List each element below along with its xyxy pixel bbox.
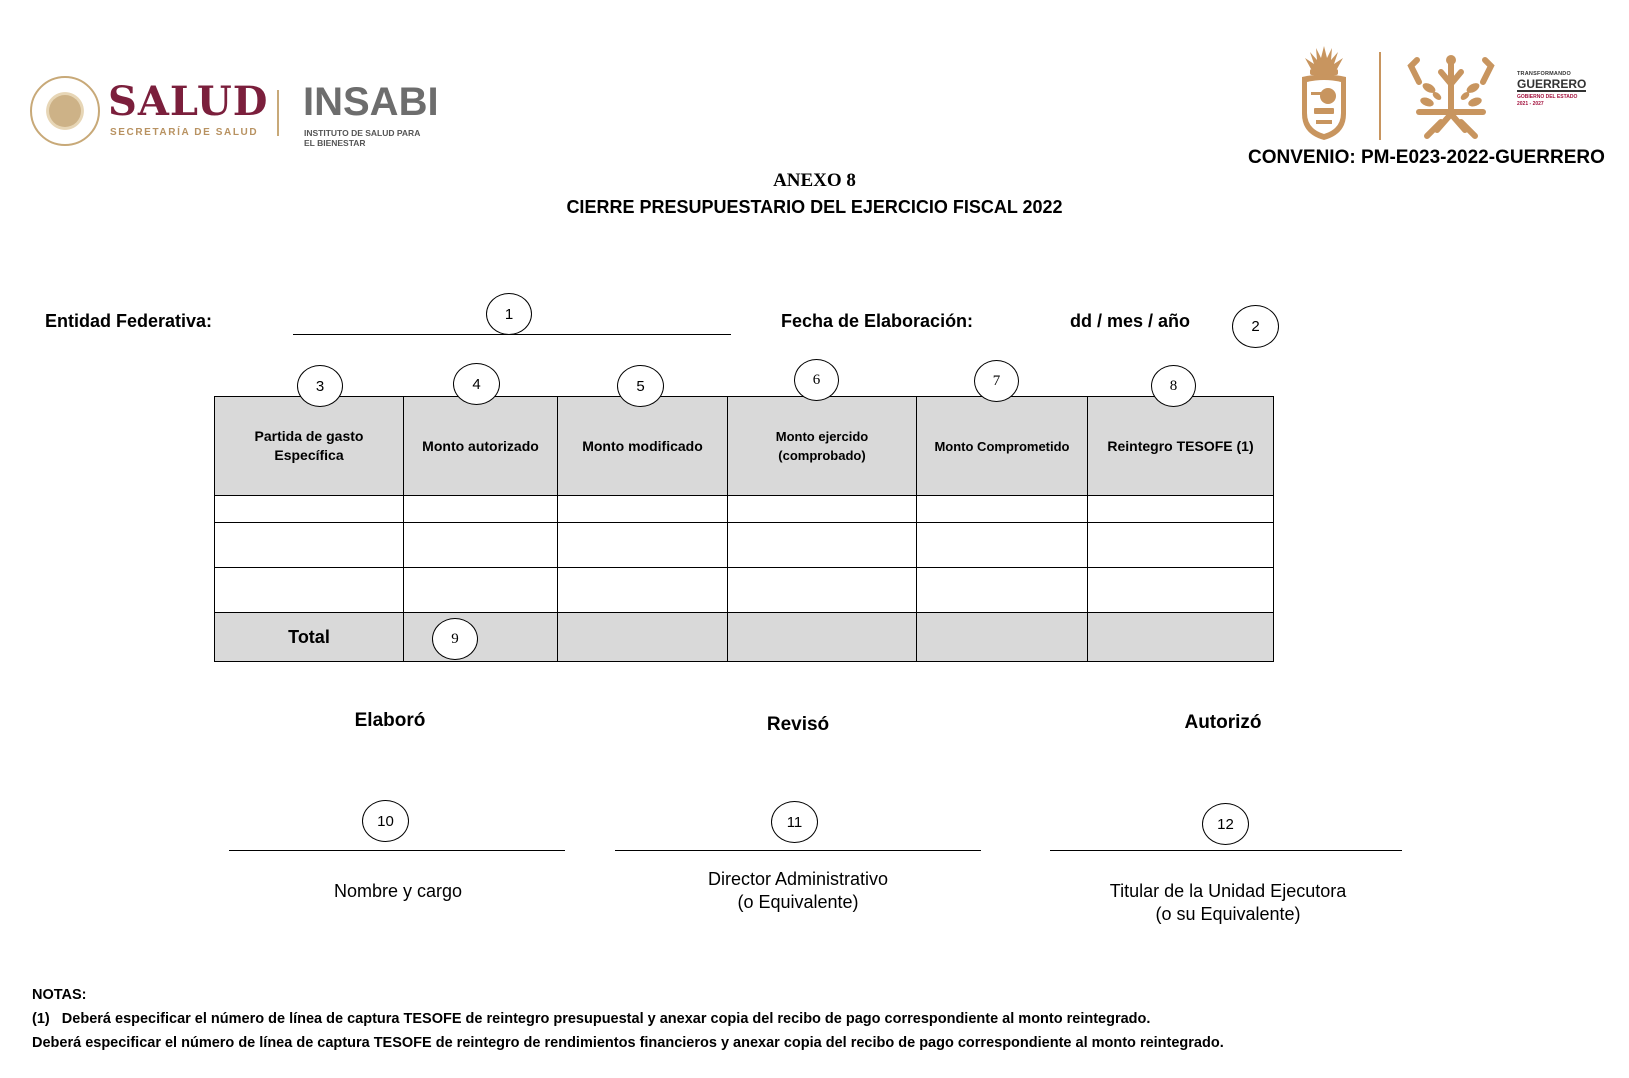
table-cell[interactable] — [917, 568, 1088, 613]
table-row — [215, 496, 1274, 523]
total-cell[interactable] — [917, 613, 1088, 662]
table-cell[interactable] — [404, 523, 558, 568]
guerrero-shield-icon — [1296, 44, 1352, 142]
budget-table — [214, 396, 1274, 662]
table-total-row — [215, 613, 1274, 662]
caption-line: Director Administrativo — [707, 869, 889, 889]
signature-line-autorizo[interactable] — [1050, 850, 1402, 851]
table-row — [215, 523, 1274, 568]
marker-8: 8 — [1151, 365, 1196, 407]
fecha-elaboracion-field[interactable]: dd / mes / año — [1070, 311, 1191, 331]
marker-9: 9 — [432, 618, 478, 660]
signature-caption-autorizo — [1078, 880, 1378, 926]
salud-logo-word: SALUD — [108, 78, 269, 125]
column-header-text: (comprobado) — [778, 448, 866, 463]
table-cell[interactable] — [728, 496, 917, 523]
table-cell[interactable] — [1088, 568, 1274, 613]
column-header-text: Monto autorizado — [422, 437, 539, 454]
column-header-text: Reintegro TESOFE (1) — [1107, 437, 1254, 454]
table-cell[interactable] — [215, 496, 404, 523]
marker-6: 6 — [794, 359, 839, 401]
marker-4: 4 — [453, 363, 500, 405]
table-cell[interactable] — [558, 568, 728, 613]
signature-line-elaboro[interactable] — [229, 850, 565, 851]
guerrero-logo-tagline: TRANSFORMANDO — [1517, 71, 1571, 77]
table-cell[interactable] — [1088, 496, 1274, 523]
table-row — [215, 568, 1274, 613]
signature-caption-elaboro — [248, 880, 548, 903]
column-header-text: Monto modificado — [582, 437, 703, 454]
column-header-text: Partida de gasto — [254, 428, 364, 444]
mexico-seal-icon — [30, 76, 100, 146]
document-subtitle: CIERRE PRESUPUESTARIO DEL EJERCICIO FISCAL 2022 — [566, 197, 1063, 217]
column-header-partida — [215, 397, 404, 496]
salud-logo-subtitle: SECRETARÍA DE SALUD — [110, 127, 259, 138]
caption-line: Titular de la Unidad Ejecutora — [1109, 881, 1347, 901]
table-cell[interactable] — [558, 523, 728, 568]
insabi-subtitle-line1: INSTITUTO DE SALUD PARA — [304, 128, 421, 138]
column-header-monto-ejercido — [728, 397, 917, 496]
caption-line: (o su Equivalente) — [1155, 904, 1301, 924]
column-header-text: Monto ejercido — [775, 429, 869, 444]
signature-heading-reviso: Revisó — [766, 714, 830, 735]
signature-heading-autorizo: Autorizó — [1184, 712, 1262, 733]
notes-title: NOTAS: — [32, 987, 87, 1003]
signature-caption-reviso — [648, 868, 948, 914]
marker-3: 3 — [297, 365, 343, 407]
signature-line-reviso[interactable] — [615, 850, 981, 851]
insabi-logo-word: INSABI — [303, 80, 439, 124]
guerrero-logo-word: GUERRERO — [1517, 77, 1587, 91]
insabi-logo-subtitle — [304, 128, 444, 148]
fecha-elaboracion-label: Fecha de Elaboración: — [781, 311, 974, 331]
logo-divider — [277, 90, 279, 136]
marker-7: 7 — [974, 360, 1019, 402]
guerrero-logo-divider — [1379, 52, 1381, 140]
marker-12: 12 — [1202, 803, 1249, 845]
note-item: (1) Deberá especificar el número de línea de captura TESOFE de reintegro presupuestal y anexar copia del recibo de pago correspondiente al monto reintegrado. — [32, 1011, 1151, 1027]
total-cell[interactable] — [404, 613, 558, 662]
table-header-row — [215, 397, 1274, 496]
table-cell[interactable] — [404, 568, 558, 613]
table-cell[interactable] — [917, 496, 1088, 523]
total-cell[interactable] — [558, 613, 728, 662]
guerrero-logo-government: GOBIERNO DEL ESTADO — [1517, 94, 1578, 100]
table-cell[interactable] — [215, 523, 404, 568]
column-header-text: Específica — [274, 447, 344, 463]
total-cell[interactable] — [728, 613, 917, 662]
signature-heading-elaboro: Elaboró — [354, 710, 426, 731]
table-cell[interactable] — [558, 496, 728, 523]
insabi-subtitle-line2: EL BIENESTAR — [304, 138, 366, 148]
total-label: Total — [215, 613, 404, 662]
caption-line: (o Equivalente) — [737, 892, 859, 912]
marker-10: 10 — [362, 800, 409, 842]
column-header-monto-comprometido — [917, 397, 1088, 496]
caption-line: Nombre y cargo — [333, 881, 463, 901]
marker-11: 11 — [771, 801, 818, 843]
table-cell[interactable] — [404, 496, 558, 523]
column-header-monto-autorizado — [404, 397, 558, 496]
column-header-reintegro-tesofe — [1088, 397, 1274, 496]
document-title: ANEXO 8 — [773, 170, 856, 191]
column-header-monto-modificado — [558, 397, 728, 496]
marker-1: 1 — [486, 293, 532, 335]
tree-emblem-icon — [1405, 52, 1497, 140]
marker-2: 2 — [1232, 305, 1279, 348]
table-cell[interactable] — [1088, 523, 1274, 568]
table-cell[interactable] — [728, 568, 917, 613]
table-cell[interactable] — [728, 523, 917, 568]
notes-section — [32, 983, 1224, 1055]
marker-5: 5 — [617, 365, 664, 407]
table-cell[interactable] — [917, 523, 1088, 568]
guerrero-logo-period: 2021 - 2027 — [1517, 101, 1544, 107]
column-header-text: Monto Comprometido — [934, 438, 1070, 454]
table-cell[interactable] — [215, 568, 404, 613]
total-cell[interactable] — [1088, 613, 1274, 662]
entidad-federativa-label: Entidad Federativa: — [45, 311, 213, 331]
note-item: Deberá especificar el número de línea de captura TESOFE de reintegro de rendimientos financieros y anexar copia del recibo de pago correspondiente al monto reintegrado. — [32, 1035, 1224, 1051]
convenio-number: CONVENIO: PM-E023-2022-GUERRERO — [1248, 147, 1605, 168]
